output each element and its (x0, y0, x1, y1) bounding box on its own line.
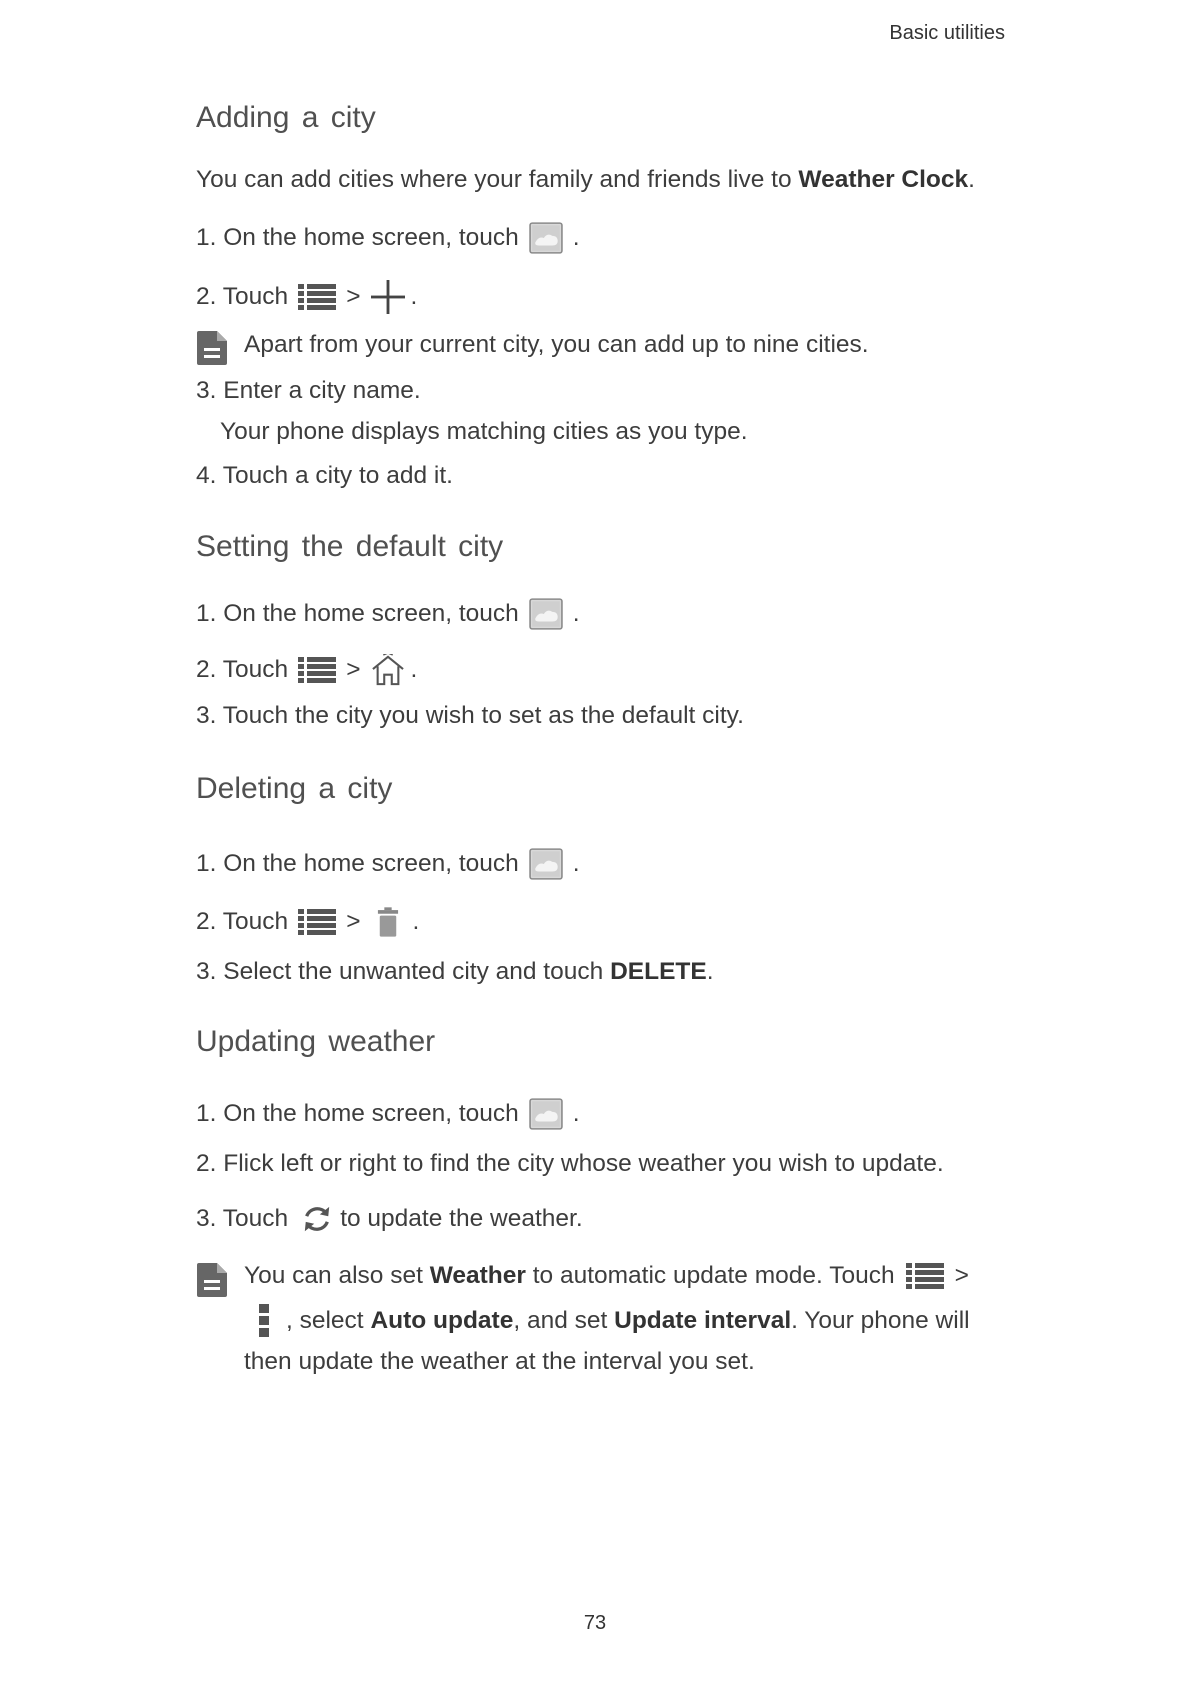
trash-icon (377, 906, 399, 938)
note-text: You can also set (244, 1262, 430, 1289)
section-title-default-city: Setting the default city (196, 530, 504, 563)
note-icon (196, 1262, 228, 1298)
weather-app-icon (529, 598, 563, 630)
adding-step-1 (196, 222, 580, 254)
delete-label: DELETE (610, 958, 707, 985)
deleting-step-2 (196, 906, 419, 938)
page-number: 73 (583, 1612, 607, 1634)
note-line-3: then update the weather at the interval you set. (244, 1348, 755, 1375)
step-text: 1. On the home screen, touch (196, 224, 519, 251)
step-period: . (706, 958, 714, 985)
default-step-1 (196, 598, 580, 630)
adding-step-3-detail: Your phone displays matching cities as you type. (220, 418, 748, 445)
note-text: Apart from your current city, you can add up to nine cities. (244, 331, 869, 358)
page-header: Basic utilities (889, 22, 1005, 44)
step-text: 3. Select the unwanted city and touch (196, 958, 611, 985)
adding-intro-text: You can add cities where your family and friends live to (196, 166, 799, 193)
note-text: , select (286, 1307, 371, 1334)
menu-list-icon (298, 284, 336, 310)
step-text: 1. On the home screen, touch (196, 600, 519, 627)
step-text: 2. Touch (196, 283, 289, 310)
separator-gt: > (346, 908, 361, 935)
weather-app-icon (529, 1098, 563, 1130)
step-period: . (572, 600, 580, 627)
step-period: . (572, 850, 580, 877)
weather-clock-label: Weather Clock (798, 166, 969, 193)
weather-app-icon (529, 222, 563, 254)
step-text: 1. On the home screen, touch (196, 850, 519, 877)
step-period: . (572, 1100, 580, 1127)
step-text: 2. Touch (196, 656, 289, 683)
step-text: 3. Touch (196, 1205, 289, 1232)
updating-step-3 (196, 1204, 583, 1234)
default-step-2 (196, 654, 417, 686)
note-line-2 (258, 1304, 970, 1338)
refresh-icon (302, 1204, 332, 1234)
section-title-deleting-city: Deleting a city (196, 772, 393, 805)
auto-update-label: Auto update (370, 1307, 514, 1334)
step-text: 2. Touch (196, 908, 289, 935)
step-period: . (410, 656, 418, 683)
step-text-after: to update the weather. (340, 1205, 583, 1232)
plus-icon (371, 280, 405, 314)
step-period: . (412, 908, 420, 935)
adding-step-2 (196, 280, 417, 314)
updating-step-1 (196, 1098, 580, 1130)
section-title-adding-city: Adding a city (196, 101, 376, 134)
separator-gt: > (346, 656, 361, 683)
note-icon (196, 330, 228, 366)
adding-intro (196, 166, 975, 194)
updating-step-2: 2. Flick left or right to find the city whose weather you wish to update. (196, 1150, 944, 1177)
weather-app-icon (529, 848, 563, 880)
home-icon (371, 654, 405, 686)
deleting-step-1 (196, 848, 580, 880)
adding-intro-end: . (968, 166, 975, 193)
note-line-1 (244, 1262, 969, 1290)
menu-list-icon (298, 657, 336, 683)
section-title-updating-weather: Updating weather (196, 1025, 436, 1058)
note-text: to automatic update mode. Touch (525, 1262, 895, 1289)
update-interval-label: Update interval (614, 1307, 792, 1334)
more-vertical-icon (258, 1304, 270, 1338)
note-text: . Your phone will (791, 1307, 970, 1334)
separator-gt: > (954, 1262, 969, 1289)
default-step-3: 3. Touch the city you wish to set as the default city. (196, 702, 744, 729)
step-period: . (410, 283, 418, 310)
step-period: . (572, 224, 580, 251)
menu-list-icon (298, 909, 336, 935)
adding-step-3: 3. Enter a city name. (196, 377, 421, 404)
step-text: 1. On the home screen, touch (196, 1100, 519, 1127)
adding-step-4: 4. Touch a city to add it. (196, 462, 453, 489)
note-text: , and set (513, 1307, 615, 1334)
weather-label: Weather (429, 1262, 526, 1289)
menu-list-icon (905, 1263, 945, 1289)
deleting-step-3 (196, 958, 714, 986)
separator-gt: > (346, 283, 361, 310)
